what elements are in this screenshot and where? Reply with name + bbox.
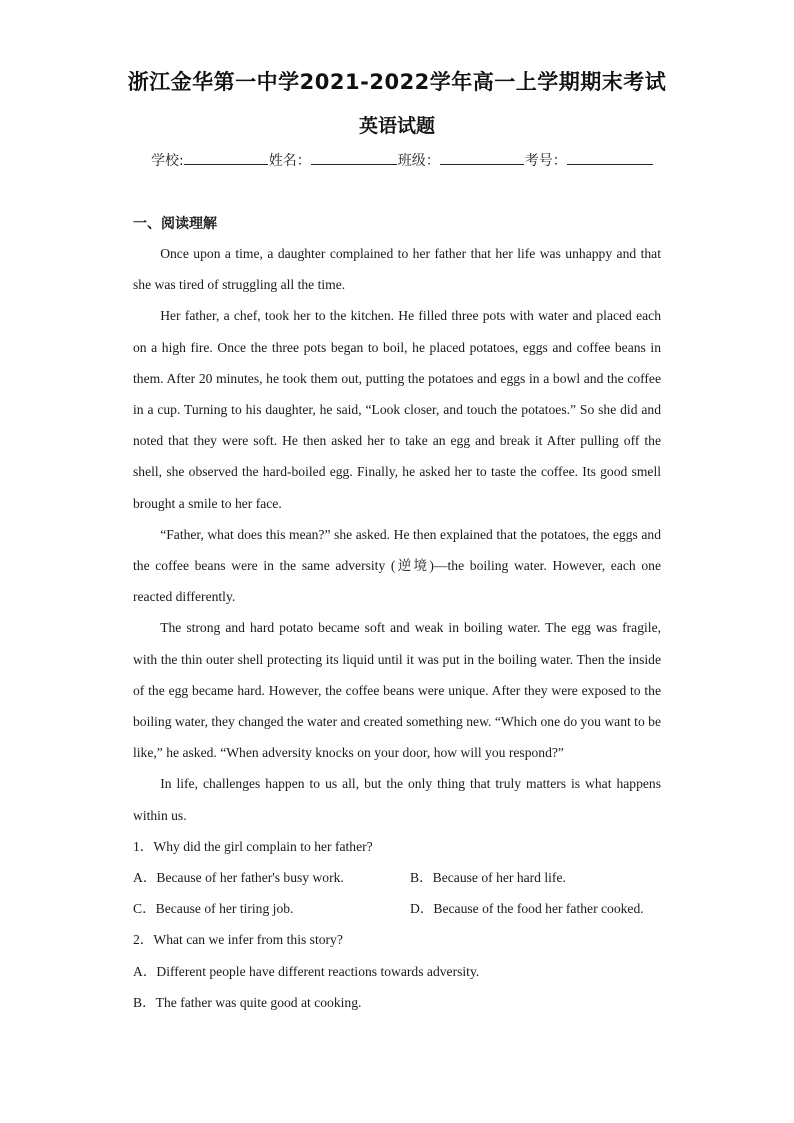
passage-paragraph: Once upon a time, a daughter complained to her father that her life was unhappy and that she was tired of struggling all the time. xyxy=(133,246,661,293)
class-blank xyxy=(440,150,524,165)
question-1-stem: 1．Why did the girl complain to her father? xyxy=(133,838,373,854)
question-2-option-a: A．Different people have different reactions towards adversity. xyxy=(133,963,480,979)
school-blank xyxy=(184,150,268,165)
school-label: 学校: xyxy=(151,153,184,169)
question-2-option-b: B．The father was quite good at cooking. xyxy=(133,994,362,1010)
exam-subtitle: 英语试题 xyxy=(358,115,435,137)
student-info-line xyxy=(151,150,654,170)
name-label: 姓名： xyxy=(268,153,311,169)
question-1-options-row2 xyxy=(133,893,661,924)
passage-paragraph: The strong and hard potato became soft and weak in boiling water. The egg was fragile, with the thin outer shell protecting its liquid until it was put in the boiling water. Then the inside of the egg became hard. However, the coffee beans were unique. After they were exposed to the boiling water, they changed the water and created something new. “Which one do you want to be like,” he asked. “When adversity knocks on your door, how will you respond?” xyxy=(133,620,661,761)
question-2-stem: 2．What can we infer from this story? xyxy=(133,932,343,948)
passage-paragraph: In life, challenges happen to us all, but the only thing that truly matters is what happens within us. xyxy=(133,776,661,823)
question-1-option-d: D．Because of the food her father cooked. xyxy=(410,901,644,917)
section-heading: 一、阅读理解 xyxy=(133,216,217,232)
name-blank xyxy=(311,150,397,165)
question-1-option-a: A．Because of her father's busy work. xyxy=(133,870,344,886)
question-1-option-c: C．Because of her tiring job. xyxy=(133,901,294,917)
class-label: 班级： xyxy=(397,153,440,169)
passage-paragraph: “Father, what does this mean?” she asked. He then explained that the potatoes, the eggs and the coffee beans were in the same adversity (逆境)—the boiling water. However, each one reacted differently. xyxy=(133,526,661,605)
reading-content xyxy=(133,238,661,1018)
exam-no-blank xyxy=(567,150,653,165)
question-1-option-b: B．Because of her hard life. xyxy=(410,870,566,886)
exam-no-label: 考号： xyxy=(524,153,567,169)
exam-title: 浙江金华第一中学2021-2022学年高一上学期期末考试 xyxy=(127,70,667,94)
passage-paragraph: Her father, a chef, took her to the kitchen. He filled three pots with water and placed each on a high fire. Once the three pots began to boil, he placed potatoes, eggs and coffee beans in them. After 20 minutes, he took them out, putting the potatoes and eggs in a bowl and the coffee in a cup. Turning to his daughter, he said, “Look closer, and touch the potatoes.” So she did and noted that they were soft. He then asked her to take an egg and break it After pulling off the shell, she observed the hard-boiled egg. Finally, he asked her to taste the coffee. Its good smell brought a smile to her face. xyxy=(133,308,661,511)
question-1-options-row1 xyxy=(133,862,661,893)
